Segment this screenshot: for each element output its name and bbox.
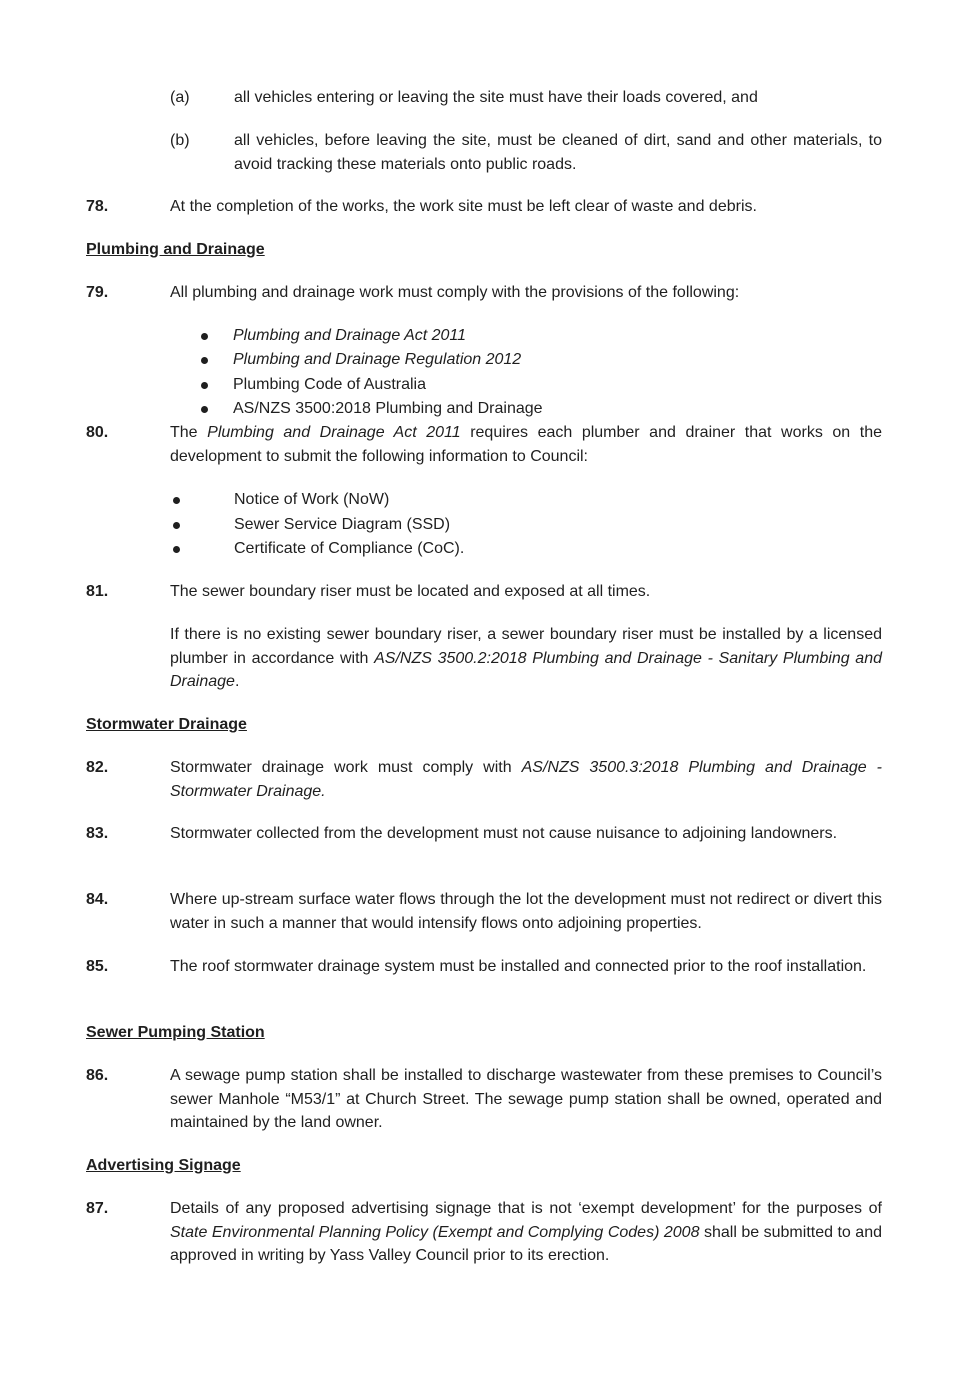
clause-number-86: 86. bbox=[86, 1067, 109, 1084]
sub-item-label: (b) bbox=[170, 132, 190, 149]
bullet-icon bbox=[201, 382, 208, 389]
sub-item-text: all vehicles entering or leaving the site must have their loads covered, and bbox=[234, 89, 758, 106]
clause-number-83: 83. bbox=[86, 825, 109, 842]
list-item: AS/NZS 3500:2018 Plumbing and Drainage bbox=[233, 400, 543, 417]
sub-item-label: (a) bbox=[170, 89, 190, 106]
clause-number-81: 81. bbox=[86, 583, 109, 600]
sub-item-b bbox=[170, 129, 882, 176]
act-title: Plumbing and Drainage Act 2011 bbox=[207, 424, 461, 441]
text-run: The bbox=[170, 424, 208, 441]
clause-number-85: 85. bbox=[86, 958, 109, 975]
standard-title: AS/NZS 3500.2:2018 Plumbing and Drainage - Sanitary Plumbing and Drainage bbox=[170, 649, 883, 690]
bullet-icon bbox=[201, 357, 208, 364]
clause-text-87 bbox=[170, 1197, 882, 1268]
list-item: Plumbing and Drainage Regulation 2012 bbox=[233, 351, 522, 368]
clause-text-86: A sewage pump station shall be installed to discharge wastewater from these premises to Council’s sewer Manhole “M53/1” at Church Street. The sewage pump station shall be owned, operated and maintained by the land owner. bbox=[170, 1067, 882, 1131]
clause-number-78: 78. bbox=[86, 198, 109, 215]
bullet-icon bbox=[173, 546, 180, 553]
list-item: Notice of Work (NoW) bbox=[234, 491, 390, 508]
bullet-icon bbox=[201, 333, 208, 340]
section-heading-stormwater: Stormwater Drainage bbox=[86, 716, 247, 733]
sub-item-text: all vehicles, before leaving the site, must be cleaned of dirt, sand and other materials, to avoid tracking these materials onto public roads. bbox=[234, 132, 882, 173]
standard-title: AS/NZS 3500.3:2018 Plumbing and Drainage - Stormwater Drainage. bbox=[170, 759, 882, 800]
sub-item-a bbox=[170, 86, 882, 110]
clause-number-82: 82. bbox=[86, 759, 109, 776]
section-heading-plumbing: Plumbing and Drainage bbox=[86, 241, 265, 258]
clause-text-81: The sewer boundary riser must be located and exposed at all times. bbox=[170, 583, 651, 600]
bullet-icon bbox=[173, 497, 180, 504]
list-item: Sewer Service Diagram (SSD) bbox=[234, 516, 451, 533]
text-run: shall be submitted to and approved in writing by Yass Valley Council prior to its erection. bbox=[170, 1223, 883, 1264]
clause-text-85: The roof stormwater drainage system must be installed and connected prior to the roof installation. bbox=[170, 958, 867, 975]
bullet-icon bbox=[173, 522, 180, 529]
text-run: . bbox=[234, 673, 240, 690]
clause-text-79: All plumbing and drainage work must comply with the provisions of the following: bbox=[170, 284, 740, 301]
text-run: Stormwater drainage work must comply with bbox=[170, 759, 522, 776]
text-run: requires each plumber and drainer that works on the development to submit the following information to Council: bbox=[170, 424, 882, 465]
clause-number-84: 84. bbox=[86, 891, 109, 908]
list-item: Certificate of Compliance (CoC). bbox=[234, 540, 465, 557]
list-item: Plumbing and Drainage Act 2011 bbox=[233, 327, 467, 344]
list-item: Plumbing Code of Australia bbox=[233, 376, 426, 393]
clause-text-82 bbox=[170, 756, 882, 803]
clause-text-78: At the completion of the works, the work site must be left clear of waste and debris. bbox=[170, 198, 757, 215]
clause-number-79: 79. bbox=[86, 284, 109, 301]
bullet-icon bbox=[201, 406, 208, 413]
clause-text-83: Stormwater collected from the development must not cause nuisance to adjoining landowners. bbox=[170, 825, 838, 842]
clause-text-81-paragraph-2 bbox=[170, 623, 882, 694]
section-heading-signage: Advertising Signage bbox=[86, 1157, 241, 1174]
clause-number-87: 87. bbox=[86, 1200, 109, 1217]
clause-text-80 bbox=[170, 421, 882, 468]
clause-text-84: Where up-stream surface water flows through the lot the development must not redirect or divert this water in such a manner that would intensify flows onto adjoining properties. bbox=[170, 891, 882, 932]
text-run: If there is no existing sewer boundary riser, a sewer boundary riser must be installed by a licensed plumber in accordance with bbox=[170, 626, 882, 667]
policy-title: State Environmental Planning Policy (Exempt and Complying Codes) 2008 bbox=[170, 1223, 700, 1241]
text-run: Details of any proposed advertising signage that is not ‘exempt development’ for the purposes of bbox=[170, 1200, 882, 1217]
section-heading-sewer: Sewer Pumping Station bbox=[86, 1024, 265, 1041]
clause-number-80: 80. bbox=[86, 424, 109, 441]
